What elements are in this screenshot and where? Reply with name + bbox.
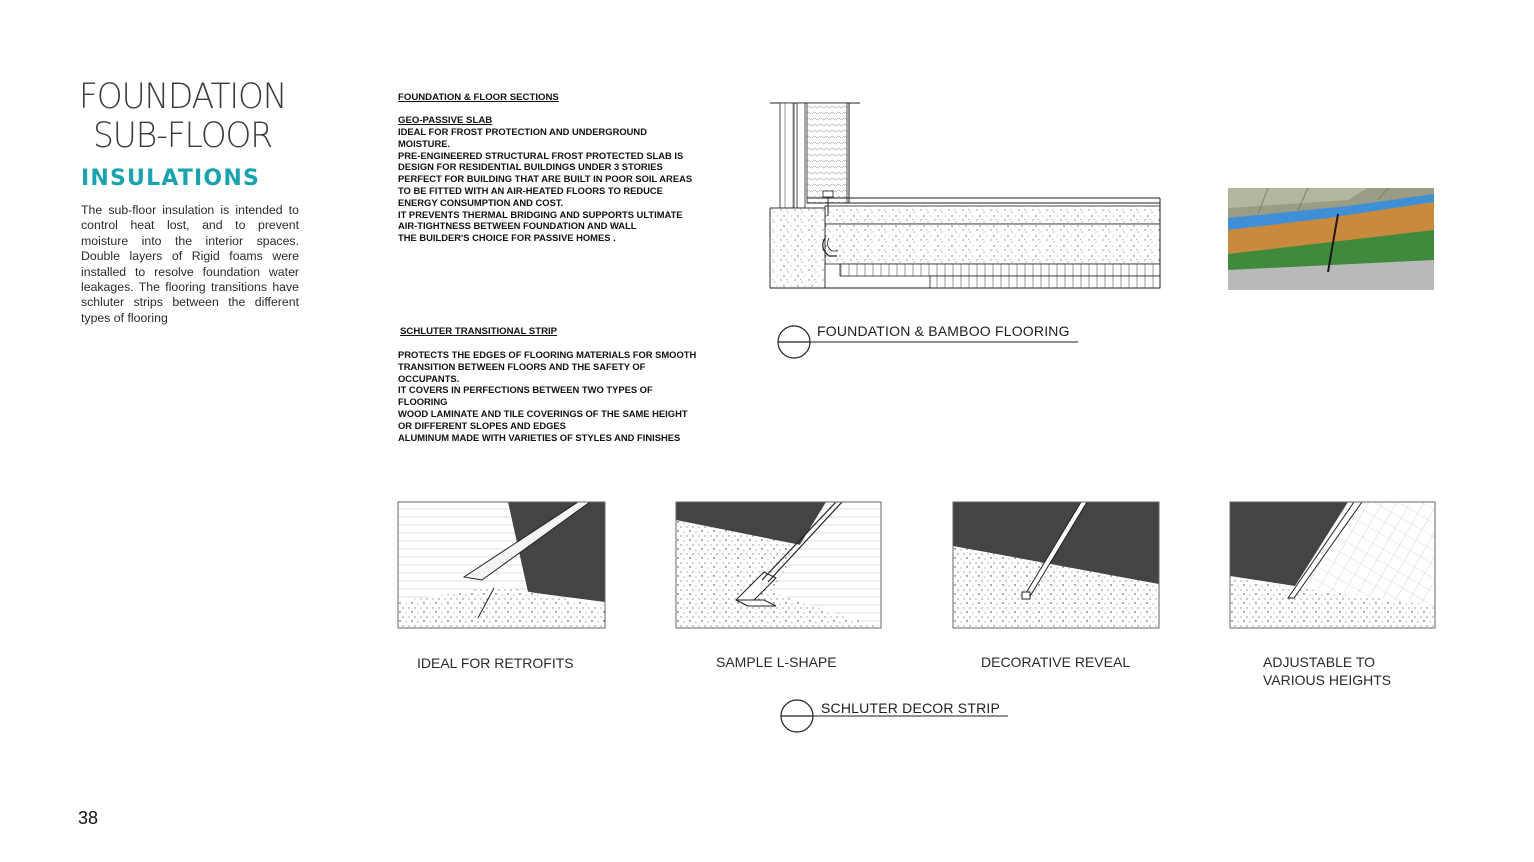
geo-passive-line: THE BUILDER'S CHOICE FOR PASSIVE HOMES . [398, 232, 616, 244]
strip-retrofit-illustration [398, 502, 605, 628]
schluter-line: WOOD LAMINATE AND TILE COVERINGS OF THE SAME HEIGHT [398, 407, 688, 419]
callout-label-decor: SCHLUTER DECOR STRIP [821, 700, 1001, 716]
schluter-heading: SCHLUTER TRANSITIONAL STRIP [400, 326, 558, 337]
foundation-section-drawing [765, 98, 1165, 298]
schluter-line: ALUMINUM MADE WITH VARIETIES OF STYLES AND FINISHES [398, 431, 681, 443]
geo-passive-line: ENERGY CONSUMPTION AND COST. [398, 196, 564, 208]
geo-passive-line: TO BE FITTED WITH AN AIR-HEATED FLOORS TO REDUCE [398, 184, 663, 196]
strip-caption-adjustable [1263, 653, 1391, 689]
page-title-line-1: FOUNDATION [79, 77, 287, 117]
strip-caption-retrofit: IDEAL FOR RETROFITS [417, 655, 574, 671]
geo-passive-line: MOISTURE. [398, 137, 451, 149]
strip-caption-adjustable-line2: VARIOUS HEIGHTS [1263, 672, 1392, 688]
geo-passive-heading: GEO-PASSIVE SLAB [398, 115, 493, 126]
callout-label-foundation: FOUNDATION & BAMBOO FLOORING [817, 323, 1070, 339]
page-number: 38 [78, 808, 99, 828]
geo-passive-line: PRE-ENGINEERED STRUCTURAL FROST PROTECTED SLAB IS [398, 149, 684, 161]
schluter-line: OCCUPANTS. [398, 372, 460, 384]
intro-paragraph: The sub-floor insulation is intended to control heat lost, and to prevent moisture into the interior spaces. Double layers of Rigid foams were installed to resolve foundation water leakages. The flooring transitions have schluter strips between the different types of flooring [81, 203, 299, 325]
strip-caption-l-shape: SAMPLE L-SHAPE [716, 654, 837, 670]
geo-passive-line: PERFECT FOR BUILDING THAT ARE BUILT IN POOR SOIL AREAS [398, 173, 693, 185]
schluter-line: FLOORING [398, 396, 448, 408]
strip-l-shape-illustration [676, 502, 881, 628]
schluter-line: OR DIFFERENT SLOPES AND EDGES [398, 419, 566, 431]
bamboo-floor-photo [1228, 188, 1434, 290]
geo-passive-line: AIR-TIGHTNESS BETWEEN FOUNDATION AND WALL [398, 220, 637, 232]
sections-main-heading: FOUNDATION & FLOOR SECTIONS [398, 92, 559, 103]
geo-passive-line: DESIGN FOR RESIDENTIAL BUILDINGS UNDER 3 STORIES [398, 161, 663, 173]
schluter-line: PROTECTS THE EDGES OF FLOORING MATERIALS FOR SMOOTH [398, 349, 697, 360]
strip-illustrations [398, 502, 1458, 632]
schluter-line: TRANSITION BETWEEN FLOORS AND THE SAFETY OF [398, 360, 646, 372]
section-subtitle: INSULATIONS [81, 166, 260, 191]
page-title-line-2: SUB-FLOOR [93, 116, 272, 156]
schluter-line: IT COVERS IN PERFECTIONS BETWEEN TWO TYPES OF [398, 384, 653, 396]
strip-caption-reveal: DECORATIVE REVEAL [981, 654, 1131, 670]
geo-passive-line: IDEAL FOR FROST PROTECTION AND UNDERGROUND [398, 126, 647, 137]
strip-adjustable-illustration [1230, 502, 1435, 628]
strip-reveal-illustration [953, 502, 1159, 628]
schluter-text [400, 326, 730, 443]
floor-sections-text [398, 92, 728, 244]
strip-caption-adjustable-line1: ADJUSTABLE TO [1263, 654, 1376, 670]
geo-passive-line: IT PREVENTS THERMAL BRIDGING AND SUPPORTS ULTIMATE [398, 208, 683, 220]
